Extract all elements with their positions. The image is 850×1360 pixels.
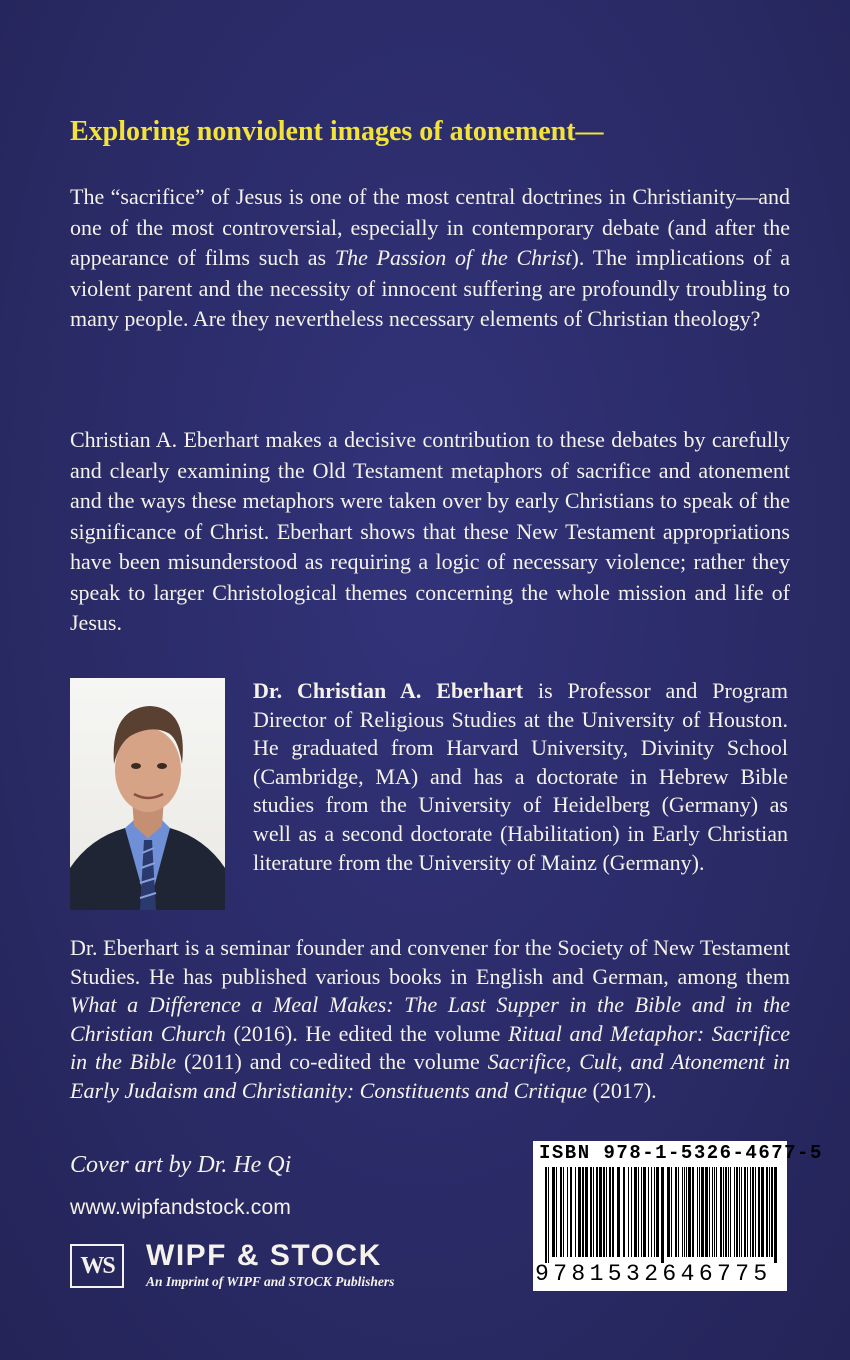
- barcode-bar: [758, 1167, 760, 1257]
- barcode-bar: [709, 1167, 710, 1257]
- barcode-bar: [643, 1167, 646, 1257]
- barcode-bar: [755, 1167, 756, 1257]
- barcode-bar: [692, 1167, 694, 1257]
- barcode-bar: [741, 1167, 742, 1257]
- barcode-bar: [734, 1167, 735, 1257]
- barcode-bar: [628, 1167, 629, 1257]
- tagline: Exploring nonviolent images of atonement—: [70, 116, 604, 147]
- description-paragraph-2: [70, 425, 790, 639]
- barcode-bar: [609, 1167, 611, 1257]
- barcode-bar: [560, 1167, 562, 1257]
- barcode-bar: [697, 1167, 698, 1257]
- barcode-bar: [563, 1167, 564, 1257]
- barcode-bar: [582, 1167, 584, 1257]
- barcode-bar: [593, 1167, 594, 1257]
- publisher-name: WIPF & STOCK: [146, 1239, 382, 1272]
- barcode-bar: [548, 1167, 549, 1263]
- barcode-bar: [714, 1167, 715, 1257]
- author-photo: [70, 678, 225, 910]
- barcode-bar: [631, 1167, 632, 1257]
- barcode-bars: [533, 1167, 787, 1263]
- barcode-bar: [634, 1167, 637, 1257]
- barcode-bar: [752, 1167, 754, 1257]
- author_bio-segment: is Professor and Program Director of Religious Studies at the University of Houston. He graduated from Harvard University, Divinity School (Cambridge, MA) and has a doctorate in Hebrew Bible studies from the University of Heidelberg (Germany) as well as a second doctorate (Habilitation) in Early Christian literature from the University of Mainz (Germany).: [253, 678, 788, 875]
- barcode-bar: [567, 1167, 568, 1257]
- barcode-bar: [771, 1167, 773, 1257]
- barcode-bar: [747, 1167, 748, 1257]
- barcode-bar: [699, 1167, 700, 1257]
- barcode-bar: [720, 1167, 722, 1257]
- author-portrait-image: [70, 678, 225, 910]
- publisher-website: www.wipfandstock.com: [70, 1196, 292, 1219]
- barcode-bar: [617, 1167, 620, 1257]
- barcode-bar: [750, 1167, 751, 1257]
- barcode-bar: [648, 1167, 649, 1257]
- isbn-label: ISBN 978-1-5326-4677-5: [539, 1142, 823, 1164]
- barcode-bar: [712, 1167, 713, 1257]
- author_more-segment: (2011) and co-edited the volume: [176, 1049, 488, 1074]
- author-publications: [70, 934, 790, 1105]
- description_1-segment: The Passion of the Christ: [334, 245, 572, 270]
- description_1-segment: The “sacrifice” of Jesus is one of the most central doctrines in Christianity—and one of the most controversial, especially in contemporary debate (and after the appearance of films such as: [70, 184, 790, 270]
- barcode-bar: [651, 1167, 652, 1257]
- barcode-bar: [744, 1167, 746, 1257]
- barcode-digits: 9781532646775: [535, 1261, 772, 1287]
- barcode-bar: [545, 1167, 547, 1263]
- barcode-bar: [728, 1167, 729, 1257]
- barcode-bar: [723, 1167, 724, 1257]
- barcode-bar: [623, 1167, 625, 1257]
- barcode-bar: [596, 1167, 598, 1257]
- barcode-bar: [730, 1167, 731, 1257]
- barcode-bar: [675, 1167, 677, 1257]
- barcode-bar: [682, 1167, 683, 1257]
- barcode-bar: [654, 1167, 655, 1257]
- barcode-bar: [774, 1167, 777, 1263]
- barcode-bar: [701, 1167, 704, 1257]
- barcode-bar: [769, 1167, 770, 1257]
- publisher-imprint: An Imprint of WIPF and STOCK Publishers: [146, 1274, 395, 1289]
- description_1-segment: ). The implications of a violent parent and the necessity of innocent suffering are profoundly troubling to many people. Are they nevertheless necessary elements of Christian theology?: [70, 245, 790, 331]
- barcode-bar: [606, 1167, 607, 1257]
- barcode-bar: [570, 1167, 572, 1257]
- barcode-bar: [661, 1167, 664, 1263]
- barcode-bar: [578, 1167, 581, 1257]
- author_bio-segment: Dr. Christian A. Eberhart: [253, 678, 524, 703]
- barcode-bar: [739, 1167, 740, 1257]
- barcode-bar: [638, 1167, 639, 1257]
- barcode-bar: [590, 1167, 592, 1257]
- barcode-bar: [656, 1167, 659, 1257]
- cover-art-credit: Cover art by Dr. He Qi: [70, 1152, 292, 1178]
- barcode-bar: [641, 1167, 642, 1257]
- barcode-bar: [716, 1167, 717, 1257]
- barcode-bar: [603, 1167, 605, 1257]
- author_more-segment: (2016). He edited the volume: [225, 1020, 509, 1046]
- barcode-bar: [678, 1167, 679, 1257]
- barcode-bar: [585, 1167, 588, 1257]
- barcode-bar: [671, 1167, 672, 1257]
- barcode-bar: [612, 1167, 614, 1257]
- barcode-bar: [556, 1167, 557, 1257]
- barcode-bar: [736, 1167, 738, 1257]
- publisher-logo: WS: [70, 1244, 124, 1288]
- barcode-bar: [705, 1167, 708, 1257]
- author_more-segment: Dr. Eberhart is a seminar founder and convener for the Society of New Testament Studies. He has published various books in English and German, among them: [70, 935, 790, 989]
- description_2-segment: Christian A. Eberhart makes a decisive contribution to these debates by carefully and clearly examining the Old Testament metaphors of sacrifice and atonement and the ways these metaphors were taken over by early Christians to speak of the significance of Christ. Eberhart shows that these New Testament appropriations have been misunderstood as requiring a logic of necessary violence; rather they speak to larger Christological themes concerning the whole mission and life of Jesus.: [70, 427, 790, 635]
- author-bio: [253, 677, 788, 877]
- publisher-block: [70, 1240, 430, 1290]
- barcode-bar: [684, 1167, 685, 1257]
- barcode-bar: [761, 1167, 764, 1257]
- barcode-bar: [766, 1167, 768, 1257]
- barcode-bar: [725, 1167, 727, 1257]
- author_more-segment: Ritual and Metaphor: Sacrifice in the Bible: [70, 1020, 790, 1074]
- isbn-barcode: [533, 1141, 823, 1291]
- barcode-bar: [552, 1167, 555, 1257]
- barcode-bar: [575, 1167, 576, 1257]
- barcode-bar: [599, 1167, 602, 1257]
- barcode-bar: [688, 1167, 691, 1257]
- description-paragraph-1: [70, 182, 790, 335]
- barcode-bar: [686, 1167, 687, 1257]
- barcode-bar: [667, 1167, 670, 1257]
- author_more-segment: Sacrifice, Cult, and Atonement in Early Judaism and Christianity: Constituents and Critique: [70, 1049, 791, 1103]
- author_more-segment: What a Difference a Meal Makes: The Last Supper in the Bible and in the Christian Church: [70, 992, 790, 1046]
- author_more-segment: (2017).: [587, 1077, 657, 1103]
